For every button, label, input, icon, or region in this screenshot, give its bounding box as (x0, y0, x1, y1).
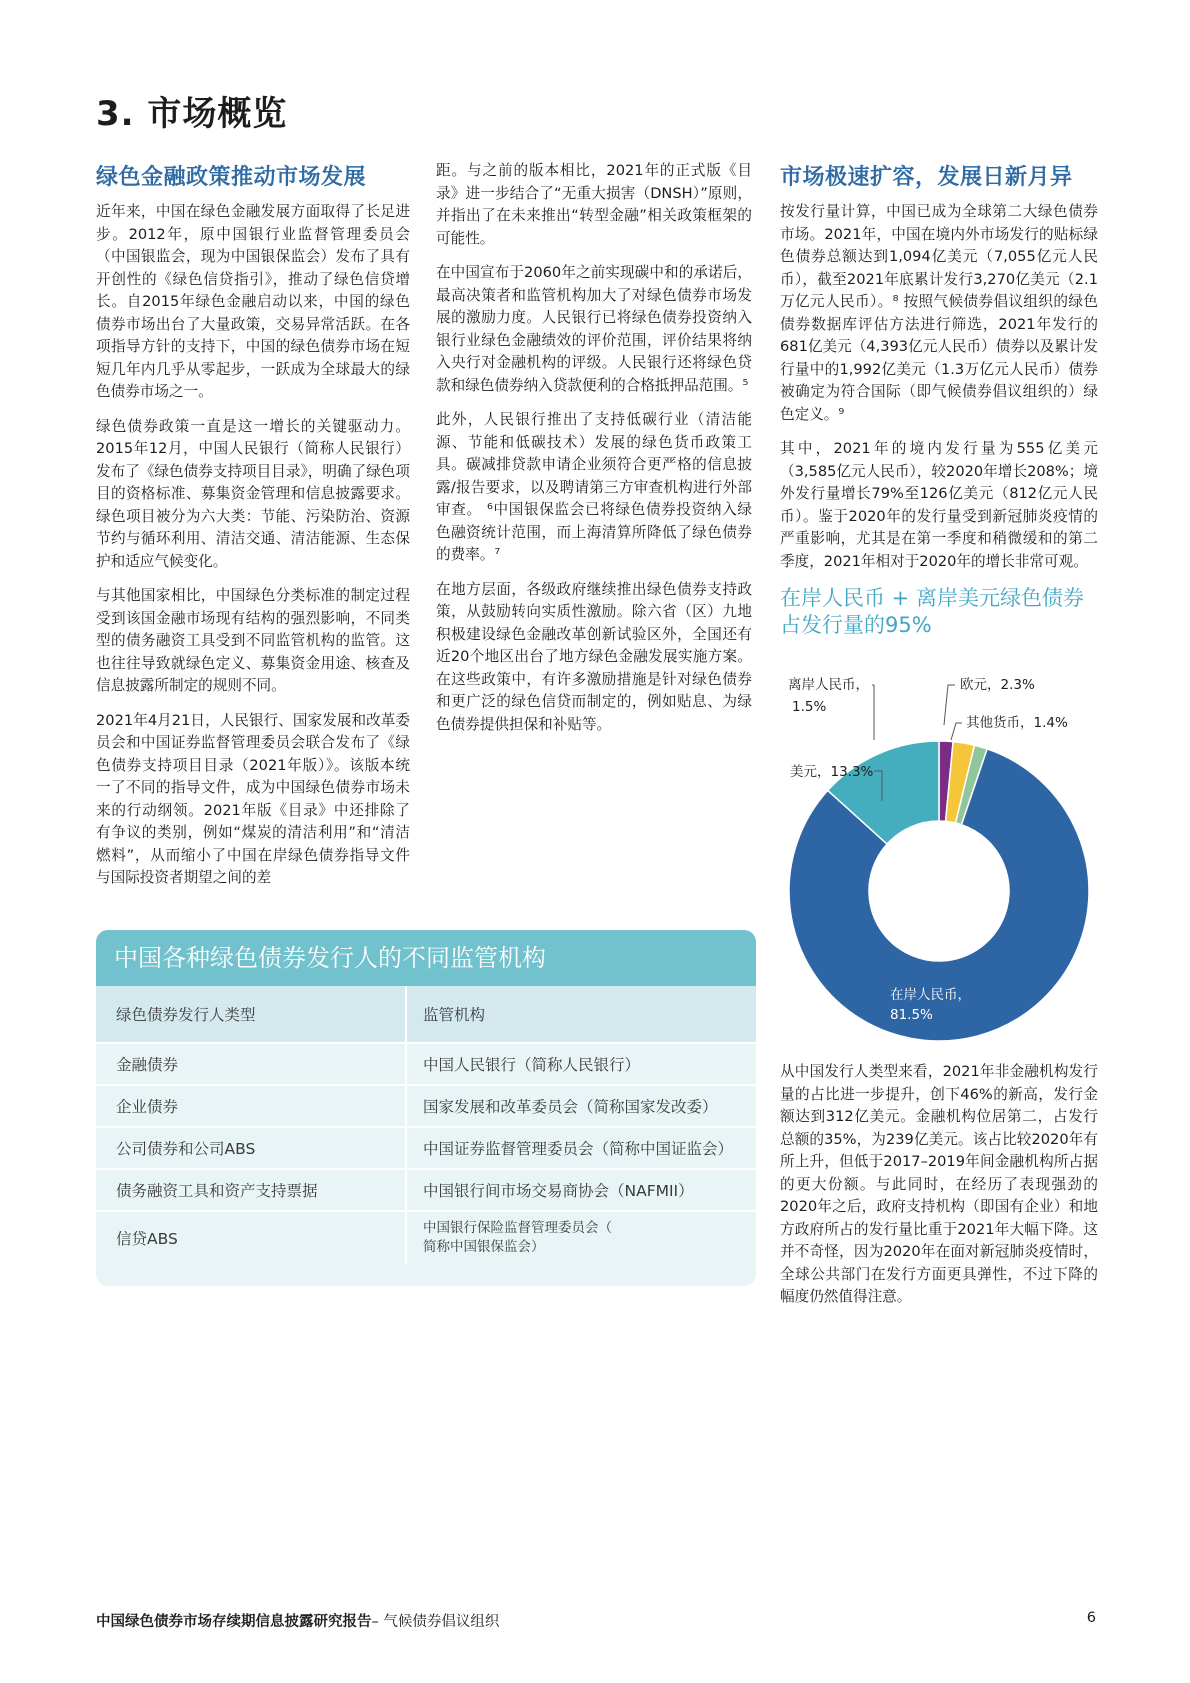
regulators-table-box (96, 930, 756, 1286)
table-row (96, 1043, 756, 1085)
slice-label-offshore-rmb: 离岸人民币， (788, 677, 869, 693)
table-row (96, 1169, 756, 1211)
table-cell: 企业债券 (96, 1085, 406, 1127)
page-title: 3. 市场概览 (96, 94, 288, 134)
table-row (96, 1085, 756, 1127)
table-cell-line: 简称中国银保监会） (423, 1239, 545, 1255)
slice-label-usd: 美元，13.3% (790, 764, 874, 780)
table-title: 中国各种绿色债券发行人的不同监管机构 (96, 930, 756, 986)
paragraph: 其中，2021年的境内发行量为555亿美元（3,585亿元人民币），较2020年增长208%；境外发行量增长79%至126亿美元（812亿元人民币）。鉴于2020年的发行量受到新冠肺炎疫情的严重影响，尤其是在第一季度和稍微缓和的第二季度，2021年相对于2020年的增长非常可观。 (780, 440, 1098, 570)
table-row (96, 1127, 756, 1169)
table-header-cell: 监管机构 (406, 986, 756, 1043)
page-number: 6 (1086, 1610, 1096, 1626)
table-cell: 中国证券监督管理委员会（简称中国证监会） (406, 1127, 756, 1169)
paragraph: 此外，人民银行推出了支持低碳行业（清洁能源、节能和低碳技术）发展的绿色货币政策工具。碳减排贷款申请企业须符合更严格的信息披露/报告要求，以及聘请第三方审查机构进行外部审查。 ⁶中国银保监会已将绿色债券投资纳入绿色融资统计范围，而上海清算所降低了绿色债券的费率。⁷ (436, 411, 752, 563)
slice-label-other: 其他货币，1.4% (966, 715, 1068, 731)
table-cell: 中国人民银行（简称人民银行） (406, 1043, 756, 1085)
table-cell: 公司债券和公司ABS (96, 1127, 406, 1169)
paragraph: 从中国发行人类型来看，2021年非金融机构发行量的占比进一步提升，创下46%的新高，发行金额达到312亿美元。金融机构位居第二，占发行总额的35%，为239亿美元。该占比较2020年有所上升，但低于2017–2019年间金融机构所占据的更大份额。与此同时，在经历了表现强劲的2020年之后，政府支持机构（即国有企业）和地方政府所占的发行量比重于2021年大幅下降。这并不奇怪，因为2020年在面对新冠肺炎疫情时，全球公共部门在发行方面更具弹性，不过下降的幅度仍然值得注意。 (780, 1063, 1098, 1305)
page-footer (96, 1610, 1096, 1631)
paragraph: 在地方层面，各级政府继续推出绿色债券支持政策，从鼓励转向实质性激励。除六省（区）九地积极建设绿色金融改革创新试验区外，全国还有近20个地区出台了地方绿色金融发展实施方案。在这些政策中，有许多激励措施是针对绿色债券和更广泛的绿色信贷而制定的，例如贴息、为绿色债券提供担保和补贴等。 (436, 580, 752, 733)
table-cell: 信贷ABS (116, 1230, 178, 1248)
leader-line (872, 685, 874, 740)
paragraph: 在中国宣布于2060年之前实现碳中和的承诺后，最高决策者和监管机构加大了对绿色债券市场发展的激励力度。人民银行已将绿色债券投资纳入银行业绿色金融绩效的评价范围，评价结果将纳入央行对金融机构的评级。人民银行还将绿色贷款和绿色债券纳入贷款便利的合格抵押品范围。⁵ (436, 264, 752, 394)
footer-separator: – (371, 1614, 384, 1630)
paragraph: 距。与之前的版本相比，2021年的正式版《目录》进一步结合了“无重大损害（DNSH）”原则，并指出了在未来推出“转型金融”相关政策框架的可能性。 (436, 162, 752, 247)
section-heading-policy: 绿色金融政策推动市场发展 (96, 165, 367, 190)
footer-report-title: 中国绿色债券市场存续期信息披露研究报告 (96, 1614, 372, 1630)
column-1 (96, 160, 410, 902)
table-cell: 金融债券 (96, 1043, 406, 1085)
table-cell-line: 中国银行保险监督管理委员会（ (423, 1220, 612, 1236)
paragraph: 绿色债券政策一直是这一增长的关键驱动力。2015年12月，中国人民银行（简称人民银行）发布了《绿色债券支持项目目录》，明确了绿色项目的资格标准、募集资金管理和信息披露要求。绿色项目被分为六大类：节能、污染防治、资源节约与循环利用、清洁交通、清洁能源、生态保护和适应气候变化。 (96, 417, 410, 570)
paragraph: 与其他国家相比，中国绿色分类标准的制定过程受到该国金融市场现有结构的强烈影响，不同类型的债务融资工具受到不同监管机构的监管。这也往往导致就绿色定义、募集资金用途、核查及信息披露所制定的规则不同。 (96, 587, 410, 694)
slice-label-offshore-rmb-value: 1.5% (792, 699, 827, 715)
leader-line (951, 723, 962, 740)
table-header-row (96, 986, 756, 1043)
regulators-table (96, 986, 756, 1264)
slice-label-onshore-rmb-value: 81.5% (890, 1007, 933, 1023)
paragraph: 按发行量计算，中国已成为全球第二大绿色债券市场。2021年，中国在境内外市场发行的贴标绿色债券总额达到1,094亿美元（7,055亿元人民币），截至2021年底累计发行3,270亿美元（2.1万亿元人民币）。⁸ 按照气候债券倡议组织的绿色债券数据库评估方法进行筛选，2021年发行的681亿美元（4,393亿元人民币）债券以及累计发行量中的1,992亿美元（1.3万亿元人民币）债券被确定为符合国际（即气候债券倡议组织的）绿色定义。⁹ (780, 203, 1098, 423)
paragraph: 近年来，中国在绿色金融发展方面取得了长足进步。2012年，原中国银行业监督管理委员会（中国银监会，现为中国银保监会）发布了具有开创性的《绿色信贷指引》，推动了绿色信贷增长。自2015年绿色金融启动以来，中国的绿色债券市场出台了大量政策，交易异常活跃。在各项指导方针的支持下，中国的绿色债券市场在短短几年内几乎从零起步，一跃成为全球最大的绿色债券市场之一。 (96, 203, 410, 400)
leader-line (944, 685, 955, 725)
column-3 (780, 160, 1098, 1321)
table-cell: 中国银行间市场交易商协会（NAFMII） (406, 1169, 756, 1211)
section-heading-market: 市场极速扩容，发展日新月异 (780, 165, 1073, 190)
slice-label-eur: 欧元，2.3% (960, 677, 1035, 693)
chart-title: 在岸人民币 + 离岸美元绿色债券占发行量的95% (780, 586, 1084, 637)
table-header-cell: 绿色债券发行人类型 (96, 986, 406, 1043)
table-cell (406, 1211, 756, 1264)
paragraph: 2021年4月21日，人民银行、国家发展和改革委员会和中国证券监督管理委员会联合发布了《绿色债券支持项目目录（2021年版）》。该版本统一了不同的指导文件，成为中国绿色债券市场未来的行动纲领。2021年版《目录》中还排除了有争议的类别，例如“煤炭的清洁利用”和“清洁燃料”，从而缩小了中国在岸绿色债券指导文件与国际投资者期望之间的差 (96, 711, 410, 886)
donut-chart (780, 645, 1098, 1055)
table-cell: 国家发展和改革委员会（简称国家发改委） (406, 1085, 756, 1127)
footer-org: 气候债券倡议组织 (383, 1614, 500, 1630)
column-2 (436, 160, 752, 748)
table-cell: 债务融资工具和资产支持票据 (96, 1169, 406, 1211)
slice-label-onshore-rmb: 在岸人民币， (890, 987, 971, 1003)
donut-chart-svg (780, 645, 1098, 1055)
table-row (96, 1211, 756, 1264)
